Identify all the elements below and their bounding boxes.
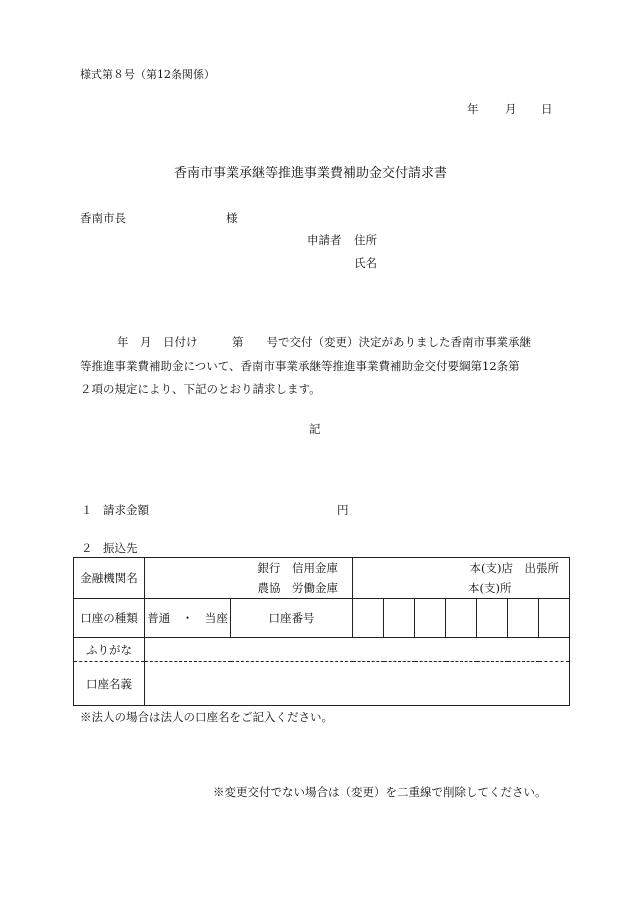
account-digit-3[interactable] — [415, 599, 446, 638]
bank-types-line1: 銀行 信用金庫 — [257, 561, 338, 575]
account-digit-6[interactable] — [508, 599, 539, 638]
account-name-label: 口座名義 — [74, 662, 145, 706]
item2-number: ２ — [81, 541, 93, 555]
note-change: ※変更交付でない場合は（変更）を二重線で削除してください。 — [213, 785, 547, 799]
account-name-input[interactable] — [145, 662, 570, 706]
applicant-name-label: 氏名 — [354, 256, 377, 270]
item2-label: 振込先 — [103, 541, 138, 555]
branch-cell[interactable] — [353, 558, 570, 599]
row-account-type — [74, 599, 570, 638]
applicant-address-label: 住所 — [354, 233, 377, 247]
account-digit-7[interactable] — [539, 599, 570, 638]
body-line-3: ２項の規定により、下記のとおり請求します。 — [80, 382, 321, 396]
note-corporate: ※法人の場合は法人の口座名をご記入ください。 — [80, 710, 333, 724]
row-account-name — [74, 662, 570, 706]
branch-line1: 本(支)店 出張所 — [469, 561, 559, 575]
ki-heading: 記 — [309, 422, 321, 436]
row-institution — [74, 558, 570, 599]
bank-types-line2: 農協 労働金庫 — [257, 581, 338, 595]
branch-line2: 本(支)所 — [468, 581, 512, 595]
furigana-input[interactable] — [145, 638, 570, 662]
account-digit-1[interactable] — [353, 599, 384, 638]
account-type-options[interactable]: 普通 ・ 当座 — [145, 599, 231, 638]
account-number-label: 口座番号 — [231, 599, 353, 638]
item1-number: １ — [81, 503, 93, 517]
item1-label: 請求金額 — [103, 503, 149, 517]
date-year: 年 — [467, 102, 479, 116]
account-digit-2[interactable] — [384, 599, 415, 638]
date-month: 月 — [505, 102, 517, 116]
body-line-1: 年 月 日付け 第 号で交付（変更）決定がありました香南市事業承継 — [117, 335, 531, 349]
form-number: 様式第８号（第12条関係） — [80, 68, 215, 81]
addressee-honorific: 様 — [226, 211, 238, 225]
applicant-label: 申請者 — [307, 233, 342, 247]
row-furigana — [74, 638, 570, 662]
furigana-label: ふりがな — [74, 638, 145, 662]
institution-label: 金融機関名 — [74, 558, 145, 599]
bank-transfer-table — [73, 557, 570, 706]
bank-types-cell[interactable] — [145, 558, 353, 599]
addressee-name: 香南市長 — [80, 211, 126, 225]
item1-unit: 円 — [337, 503, 349, 517]
account-digit-5[interactable] — [477, 599, 508, 638]
body-line-2: 等推進事業費補助金について、香南市事業承継等推進事業費補助金交付要綱第12条第 — [80, 359, 520, 373]
document-title: 香南市事業承継等推進事業費補助金交付請求書 — [174, 166, 448, 181]
date-day: 日 — [541, 102, 553, 116]
account-digit-4[interactable] — [446, 599, 477, 638]
account-type-label: 口座の種類 — [74, 599, 145, 638]
